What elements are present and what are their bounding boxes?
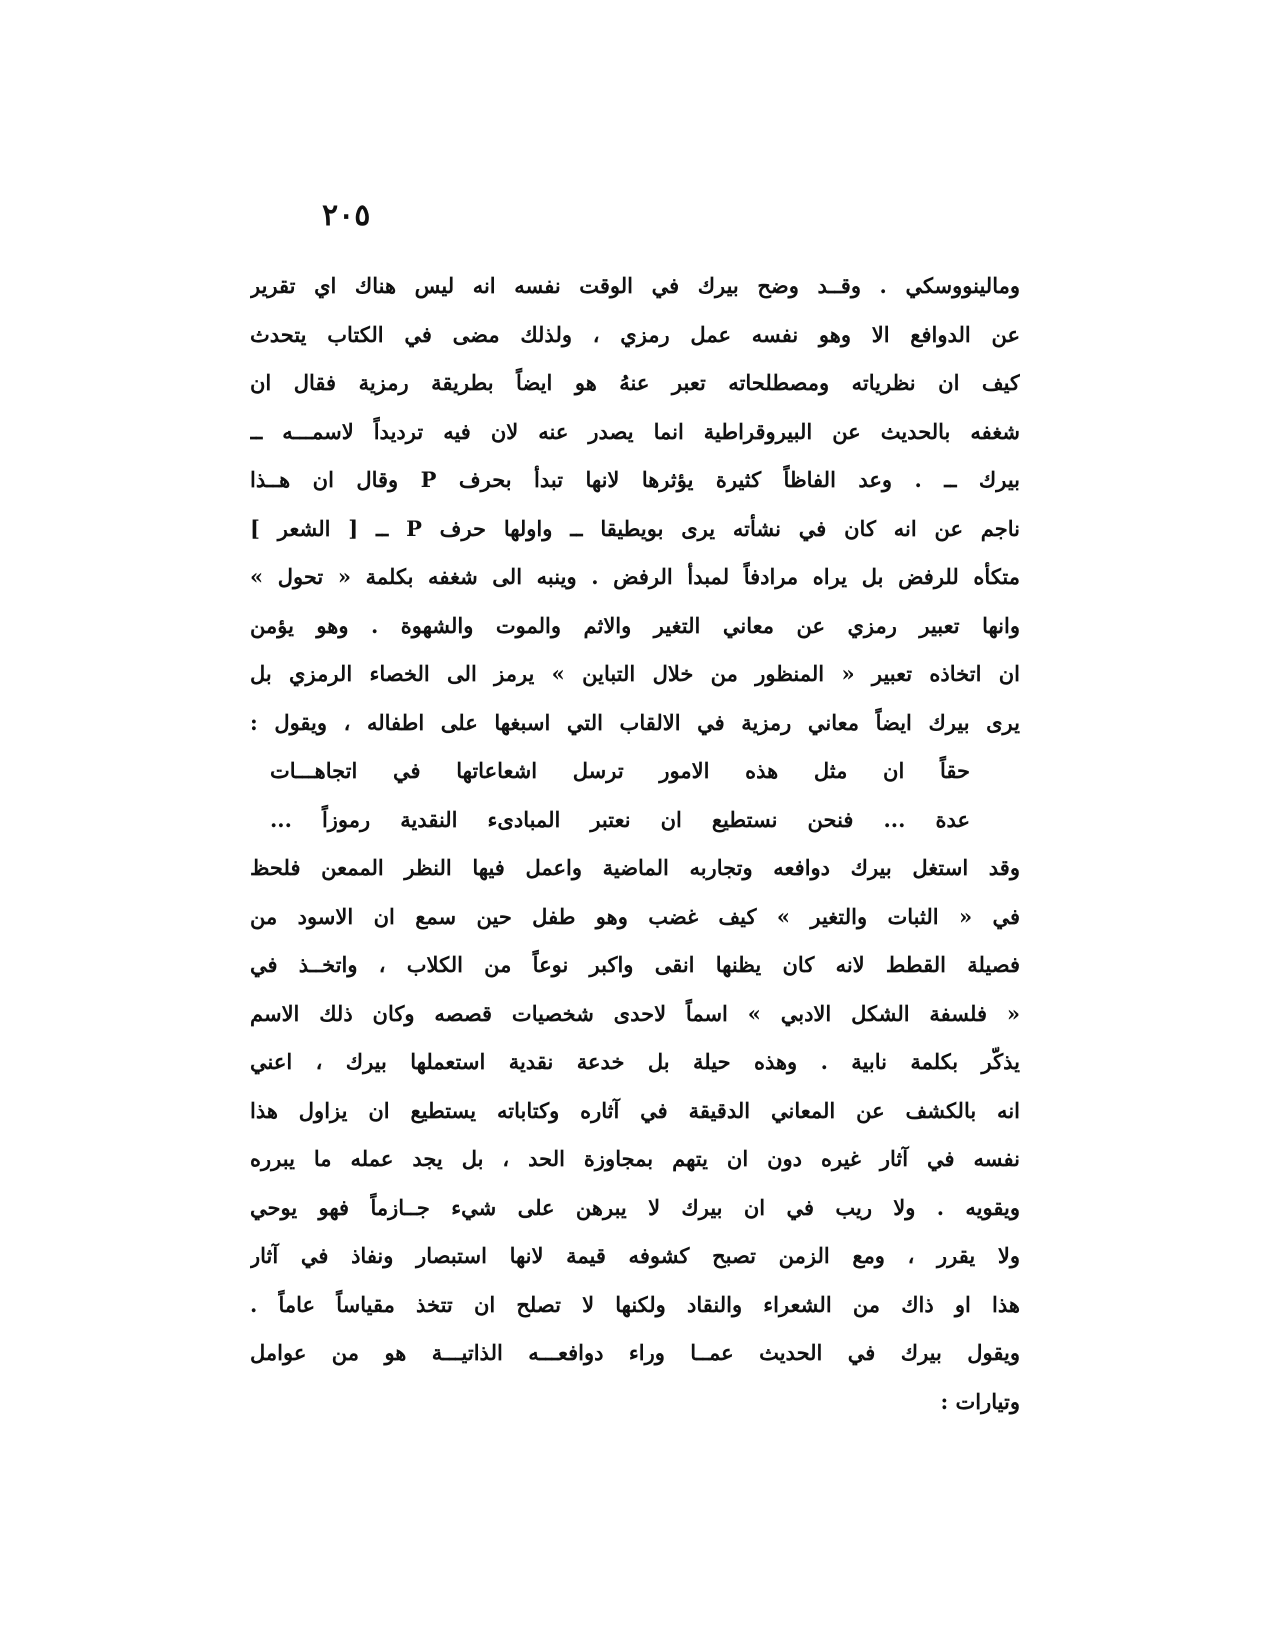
text-line: « فلسفة الشكل الادبي » اسماً لاحدى شخصيات قصصه وكان ذلك الاسم	[250, 1000, 1020, 1026]
text-line: انه بالكشف عن المعاني الدقيقة في آثاره وكتاباته يستطيع ان يزاول هذا	[250, 1097, 1020, 1123]
text-line: في « الثبات والتغير » كيف غضب وهو طفل حين سمع ان الاسود من	[250, 903, 1020, 929]
text-line: يذكّر بكلمة نابية . وهذه حيلة بل خدعة نقدية استعملها بيرك ، اعني	[250, 1049, 1020, 1074]
text-line: وانها تعبير رمزي عن معاني التغير والاثم والموت والشهوة . وهو يؤمن	[250, 612, 1020, 638]
text-line: يرى بيرك ايضاً معاني رمزية في الالقاب التي اسبغها على اطفاله ، ويقول :	[250, 709, 1020, 735]
text-line: نفسه في آثار غيره دون ان يتهم بمجاوزة الحد ، بل يجد عمله ما يبرره	[250, 1146, 1020, 1171]
text-line: متكأه للرفض بل يراه مرادفاً لمبدأ الرفض . وينبه الى شغفه بكلمة « تحول »	[250, 564, 1020, 589]
text-line: هذا او ذاك من الشعراء والنقاد ولكنها لا تصلح ان تتخذ مقياساً عاماً .	[250, 1291, 1020, 1317]
text-line: كيف ان نظرياته ومصطلحاته تعبر عنهُ هو ايضاً بطريقة رمزية فقال ان	[250, 370, 1020, 395]
body-text	[250, 262, 1020, 1426]
text-line: بيرك ــ . وعد الفاظاً كثيرة يؤثرها لانها تبدأ بحرف P وقال ان هــذا	[250, 467, 1020, 492]
text-line: عن الدوافع الا وهو نفسه عمل رمزي ، ولذلك مضى في الكتاب يتحدث	[250, 321, 1020, 347]
text-line: ويقول بيرك في الحديث عمــا وراء دوافعـــه الذاتيـــة هو من عوامل	[250, 1340, 1020, 1365]
text-line: ناجم عن انه كان في نشأته يرى بويطيقا ــ واولها حرف P ــ [ الشعر ]	[250, 515, 1020, 541]
text-line: ومالينووسكي . وقــد وضح بيرك في الوقت نفسه انه ليس هناك اي تقرير	[250, 273, 1020, 298]
text-line: فصيلة القطط لانه كان يظنها انقى واكبر نوعاً من الكلاب ، واتخــذ في	[250, 952, 1020, 977]
text-line: ويقويه . ولا ريب في ان بيرك لا يبرهن على شيء جــازماً فهو يوحي	[250, 1194, 1020, 1220]
page-number: ٢٠٥	[322, 198, 371, 233]
quote-line: حقاً ان مثل هذه الامور ترسل اشعاعاتها في اتجاهـــات	[270, 758, 970, 783]
text-line: وقد استغل بيرك دوافعه وتجاربه الماضية واعمل فيها النظر الممعن فلحظ	[250, 855, 1020, 880]
text-line: ان اتخاذه تعبير « المنظور من خلال التباين » يرمز الى الخصاء الرمزي بل	[250, 661, 1020, 686]
text-line: ولا يقرر ، ومع الزمن تصبح كشوفه قيمة لانها استبصار ونفاذ في آثار	[250, 1243, 1020, 1268]
text-line: وتيارات :	[940, 1388, 1020, 1414]
text-line: شغفه بالحديث عن البيروقراطية انما يصدر عنه لان فيه ترديداً لاسمـــه ــ	[250, 418, 1020, 444]
quote-line: عدة ... فنحن نستطيع ان نعتبر المبادىء النقدية رموزاً ...	[270, 806, 970, 832]
